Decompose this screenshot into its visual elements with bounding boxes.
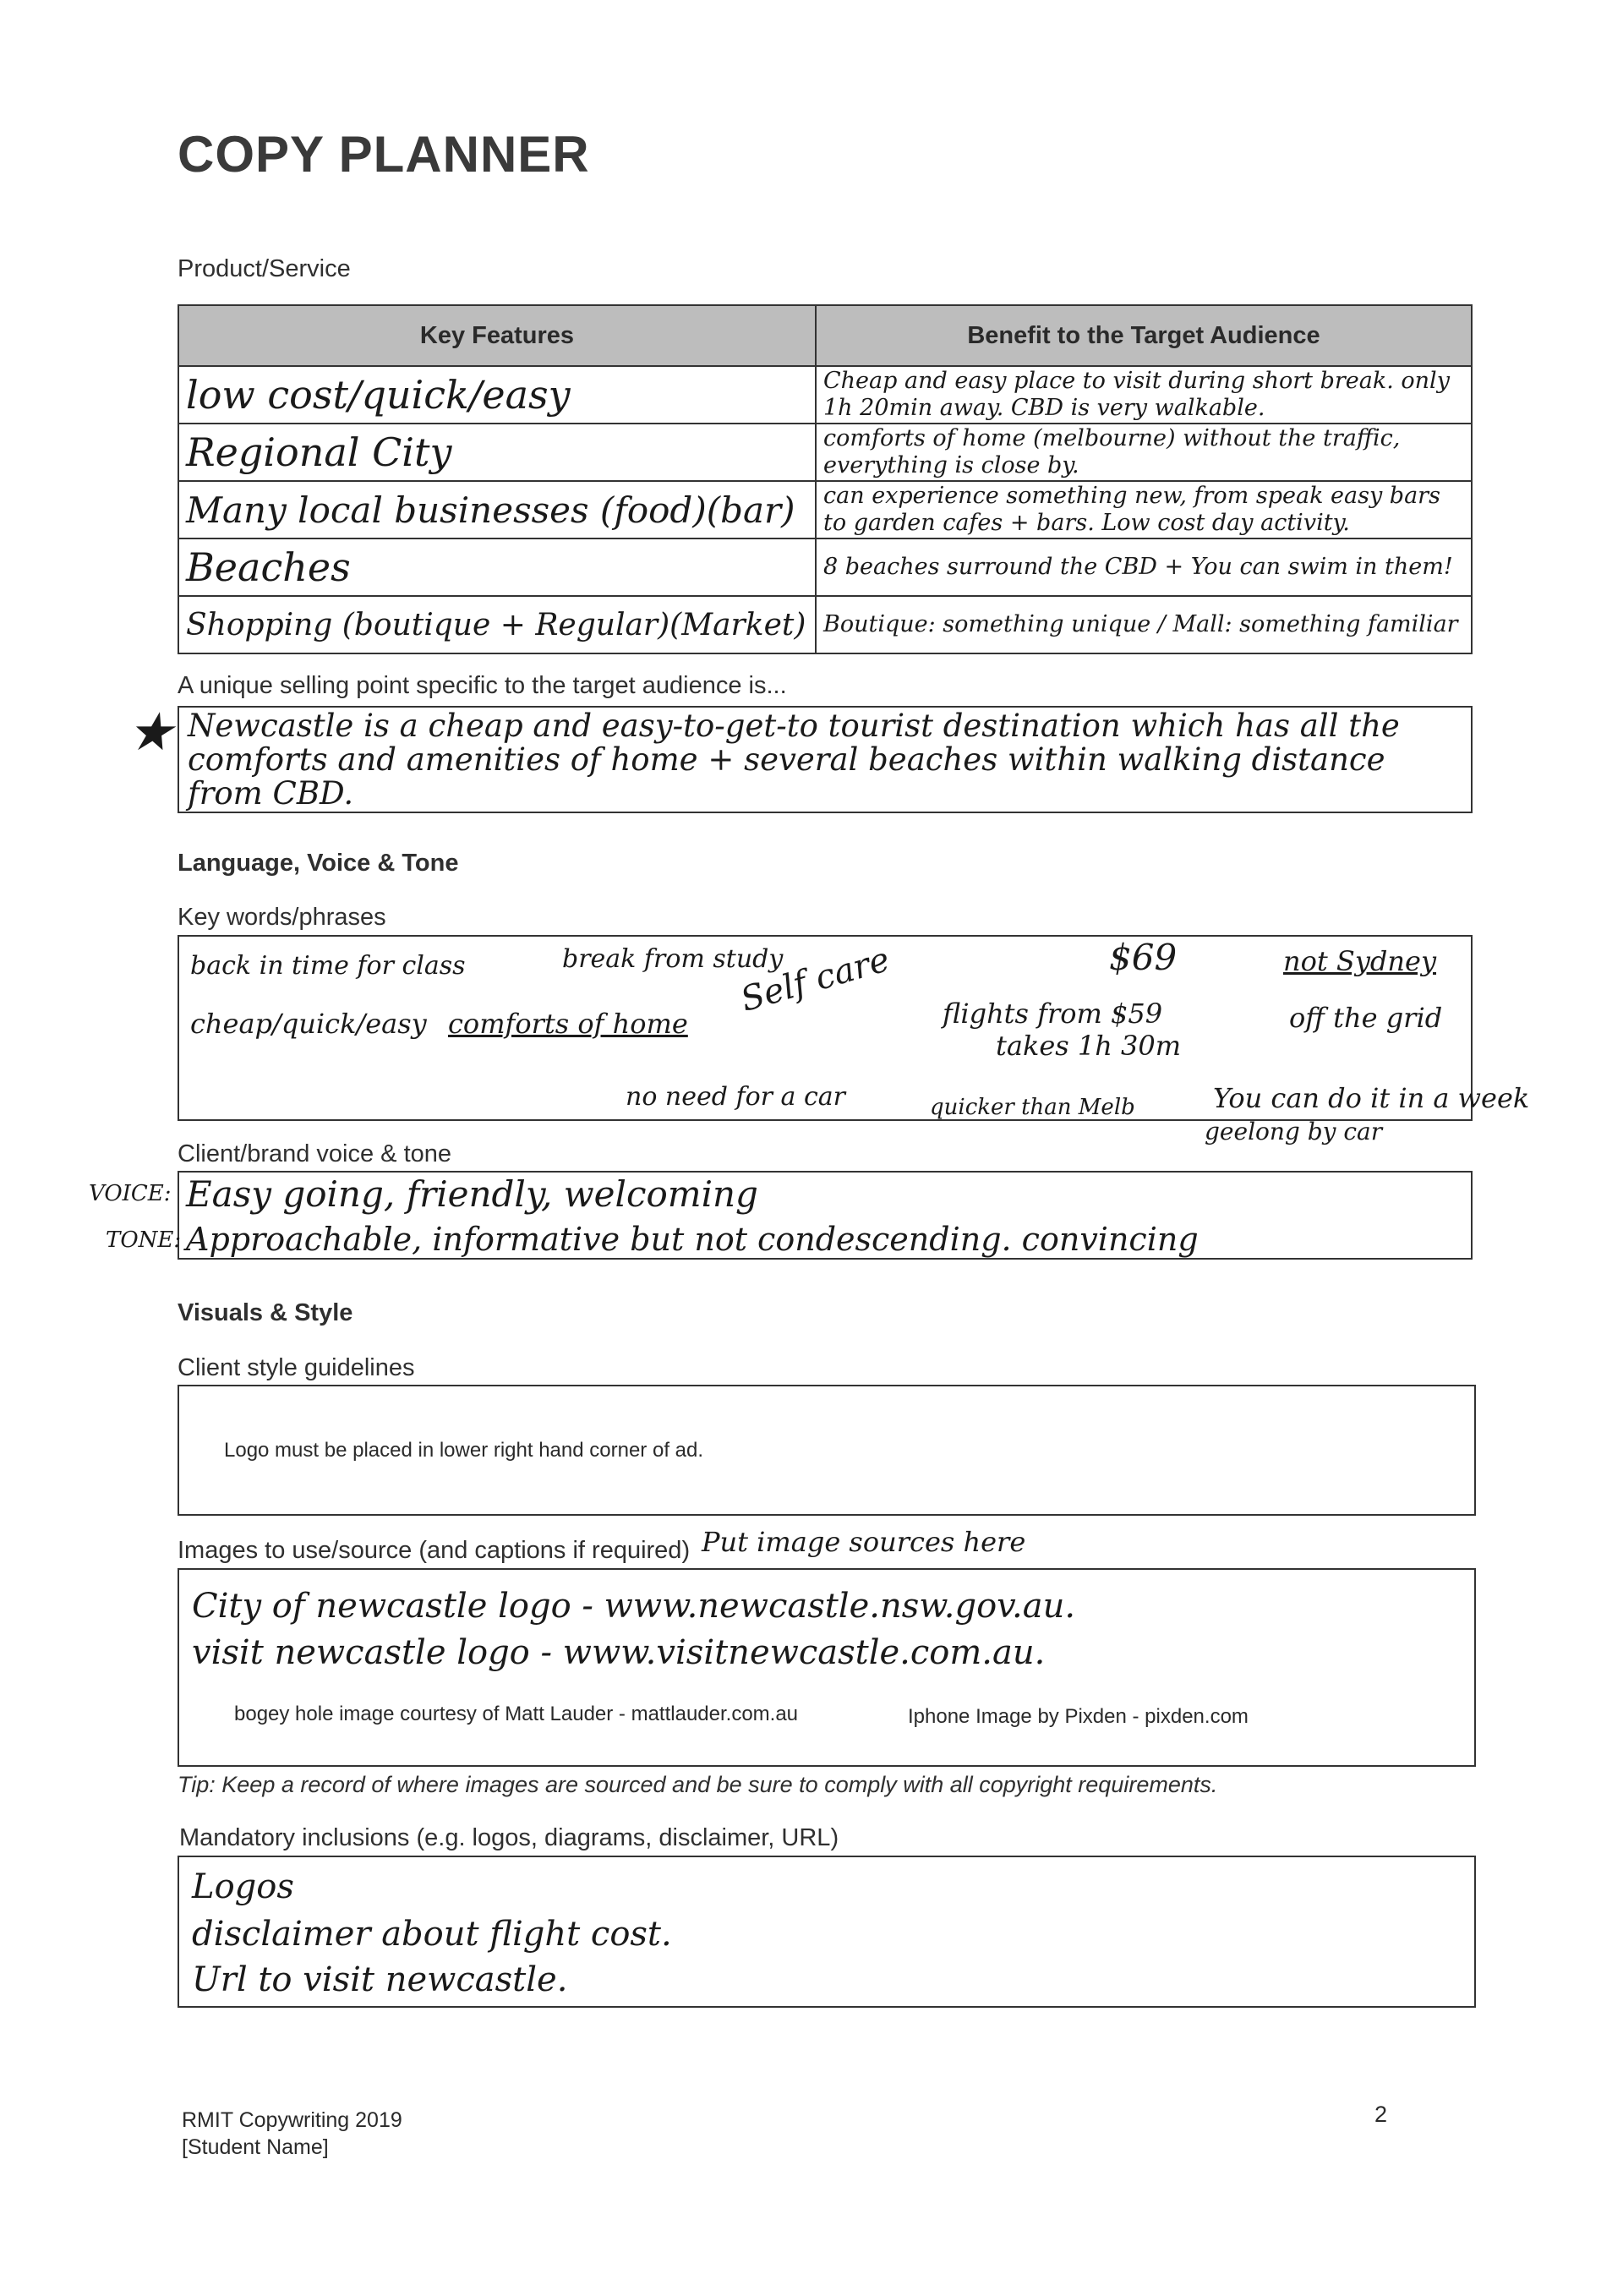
- keyword-weekend: You can do it in a week: [1213, 1082, 1530, 1114]
- usp-box: [178, 706, 1473, 813]
- usp-text: Newcastle is a cheap and easy-to-get-to tourist destination which has all the comforts and amenities of home + several beaches within walking distance from CBD.: [188, 708, 1400, 812]
- images-box: [178, 1568, 1476, 1767]
- feature-cell: Beaches: [178, 538, 816, 596]
- table-row: [178, 481, 1472, 538]
- keyword-price: $69: [1109, 937, 1178, 978]
- mandatory-line-2: disclaimer about flight cost.: [192, 1915, 672, 1954]
- keyword-cheap: cheap/quick/easy: [190, 1008, 427, 1040]
- benefit-cell: can experience something new, from speak easy bars to garden cafes + bars. Low cost day activity.: [816, 481, 1472, 538]
- mandatory-line-3: Url to visit newcastle.: [192, 1960, 568, 1999]
- keyword-off-grid: off the grid: [1289, 1002, 1443, 1034]
- footer: [182, 2107, 402, 2161]
- feature-cell: low cost/quick/easy: [178, 366, 816, 424]
- mandatory-label: Mandatory inclusions (e.g. logos, diagrams, disclaimer, URL): [179, 1824, 839, 1851]
- tone-margin-label: TONE:: [106, 1227, 182, 1253]
- feature-cell: Many local businesses (food)(bar): [178, 481, 816, 538]
- star-icon: ★: [127, 701, 174, 763]
- mandatory-line-1: Logos: [192, 1867, 294, 1906]
- style-label: Client style guidelines: [178, 1354, 415, 1381]
- keyword-self-care: Self care: [736, 940, 894, 1020]
- footer-course: RMIT Copywriting 2019: [182, 2108, 402, 2132]
- benefit-cell: Boutique: something unique / Mall: something familiar: [816, 596, 1472, 653]
- table-row: [178, 596, 1472, 653]
- table-row: [178, 538, 1472, 596]
- keyword-not-sydney: not Sydney: [1283, 945, 1437, 977]
- footer-student-name: [Student Name]: [182, 2135, 329, 2159]
- keyword-quicker: quicker than Melb: [930, 1095, 1135, 1120]
- product-service-label: Product/Service: [178, 255, 351, 282]
- voice-margin-label: VOICE:: [89, 1181, 172, 1206]
- benefit-cell: comforts of home (melbourne) without the traffic, everything is close by.: [816, 424, 1472, 481]
- header-key-features: Key Features: [178, 305, 816, 366]
- feature-cell: Shopping (boutique + Regular)(Market): [178, 596, 816, 653]
- keyword-flights: flights from $59: [943, 998, 1163, 1030]
- images-label: Images to use/source (and captions if required): [178, 1537, 691, 1564]
- image-credit-bogey-hole: bogey hole image courtesy of Matt Lauder - mattlauder.com.au: [234, 1703, 799, 1725]
- feature-cell: Regional City: [178, 424, 816, 481]
- page-title: COPY PLANNER: [178, 126, 590, 183]
- visuals-heading: Visuals & Style: [178, 1299, 353, 1326]
- voice-text: Easy going, friendly, welcoming: [186, 1173, 758, 1215]
- voice-label: Client/brand voice & tone: [178, 1140, 452, 1167]
- keyword-takes: takes 1h 30m: [996, 1030, 1182, 1062]
- benefit-cell: 8 beaches surround the CBD + You can swim in them!: [816, 538, 1472, 596]
- mandatory-box: [178, 1856, 1476, 2008]
- keyword-break: break from study: [562, 944, 784, 974]
- images-line-1: City of newcastle logo - www.newcastle.nsw.gov.au.: [192, 1587, 1076, 1626]
- table-row: [178, 366, 1472, 424]
- keyword-no-car: no need for a car: [626, 1082, 845, 1112]
- usp-label: A unique selling point specific to the target audience is...: [178, 672, 787, 699]
- features-table: [178, 304, 1473, 654]
- image-credit-iphone: Iphone Image by Pixden - pixden.com: [908, 1705, 1249, 1728]
- keyword-comforts: comforts of home: [448, 1008, 688, 1040]
- style-box: [178, 1385, 1476, 1516]
- header-benefit: Benefit to the Target Audience: [816, 305, 1472, 366]
- keyword-back-in-time: back in time for class: [190, 951, 466, 981]
- tip-text: Tip: Keep a record of where images are sourced and be sure to comply with all copyright requirements.: [178, 1772, 1218, 1797]
- page-number: 2: [1374, 2102, 1388, 2127]
- tone-text: Approachable, informative but not condescending. convincing: [186, 1221, 1199, 1258]
- style-text: Logo must be placed in lower right hand corner of ad.: [224, 1439, 704, 1462]
- table-row: [178, 424, 1472, 481]
- images-note: Put image sources here: [702, 1526, 1026, 1558]
- keywords-label: Key words/phrases: [178, 904, 386, 931]
- keyword-geelong: geelong by car: [1205, 1118, 1383, 1145]
- lvt-heading: Language, Voice & Tone: [178, 850, 459, 877]
- images-line-2: visit newcastle logo - www.visitnewcastle.com.au.: [192, 1633, 1046, 1672]
- benefit-cell: Cheap and easy place to visit during short break. only 1h 20min away. CBD is very walkable.: [816, 366, 1472, 424]
